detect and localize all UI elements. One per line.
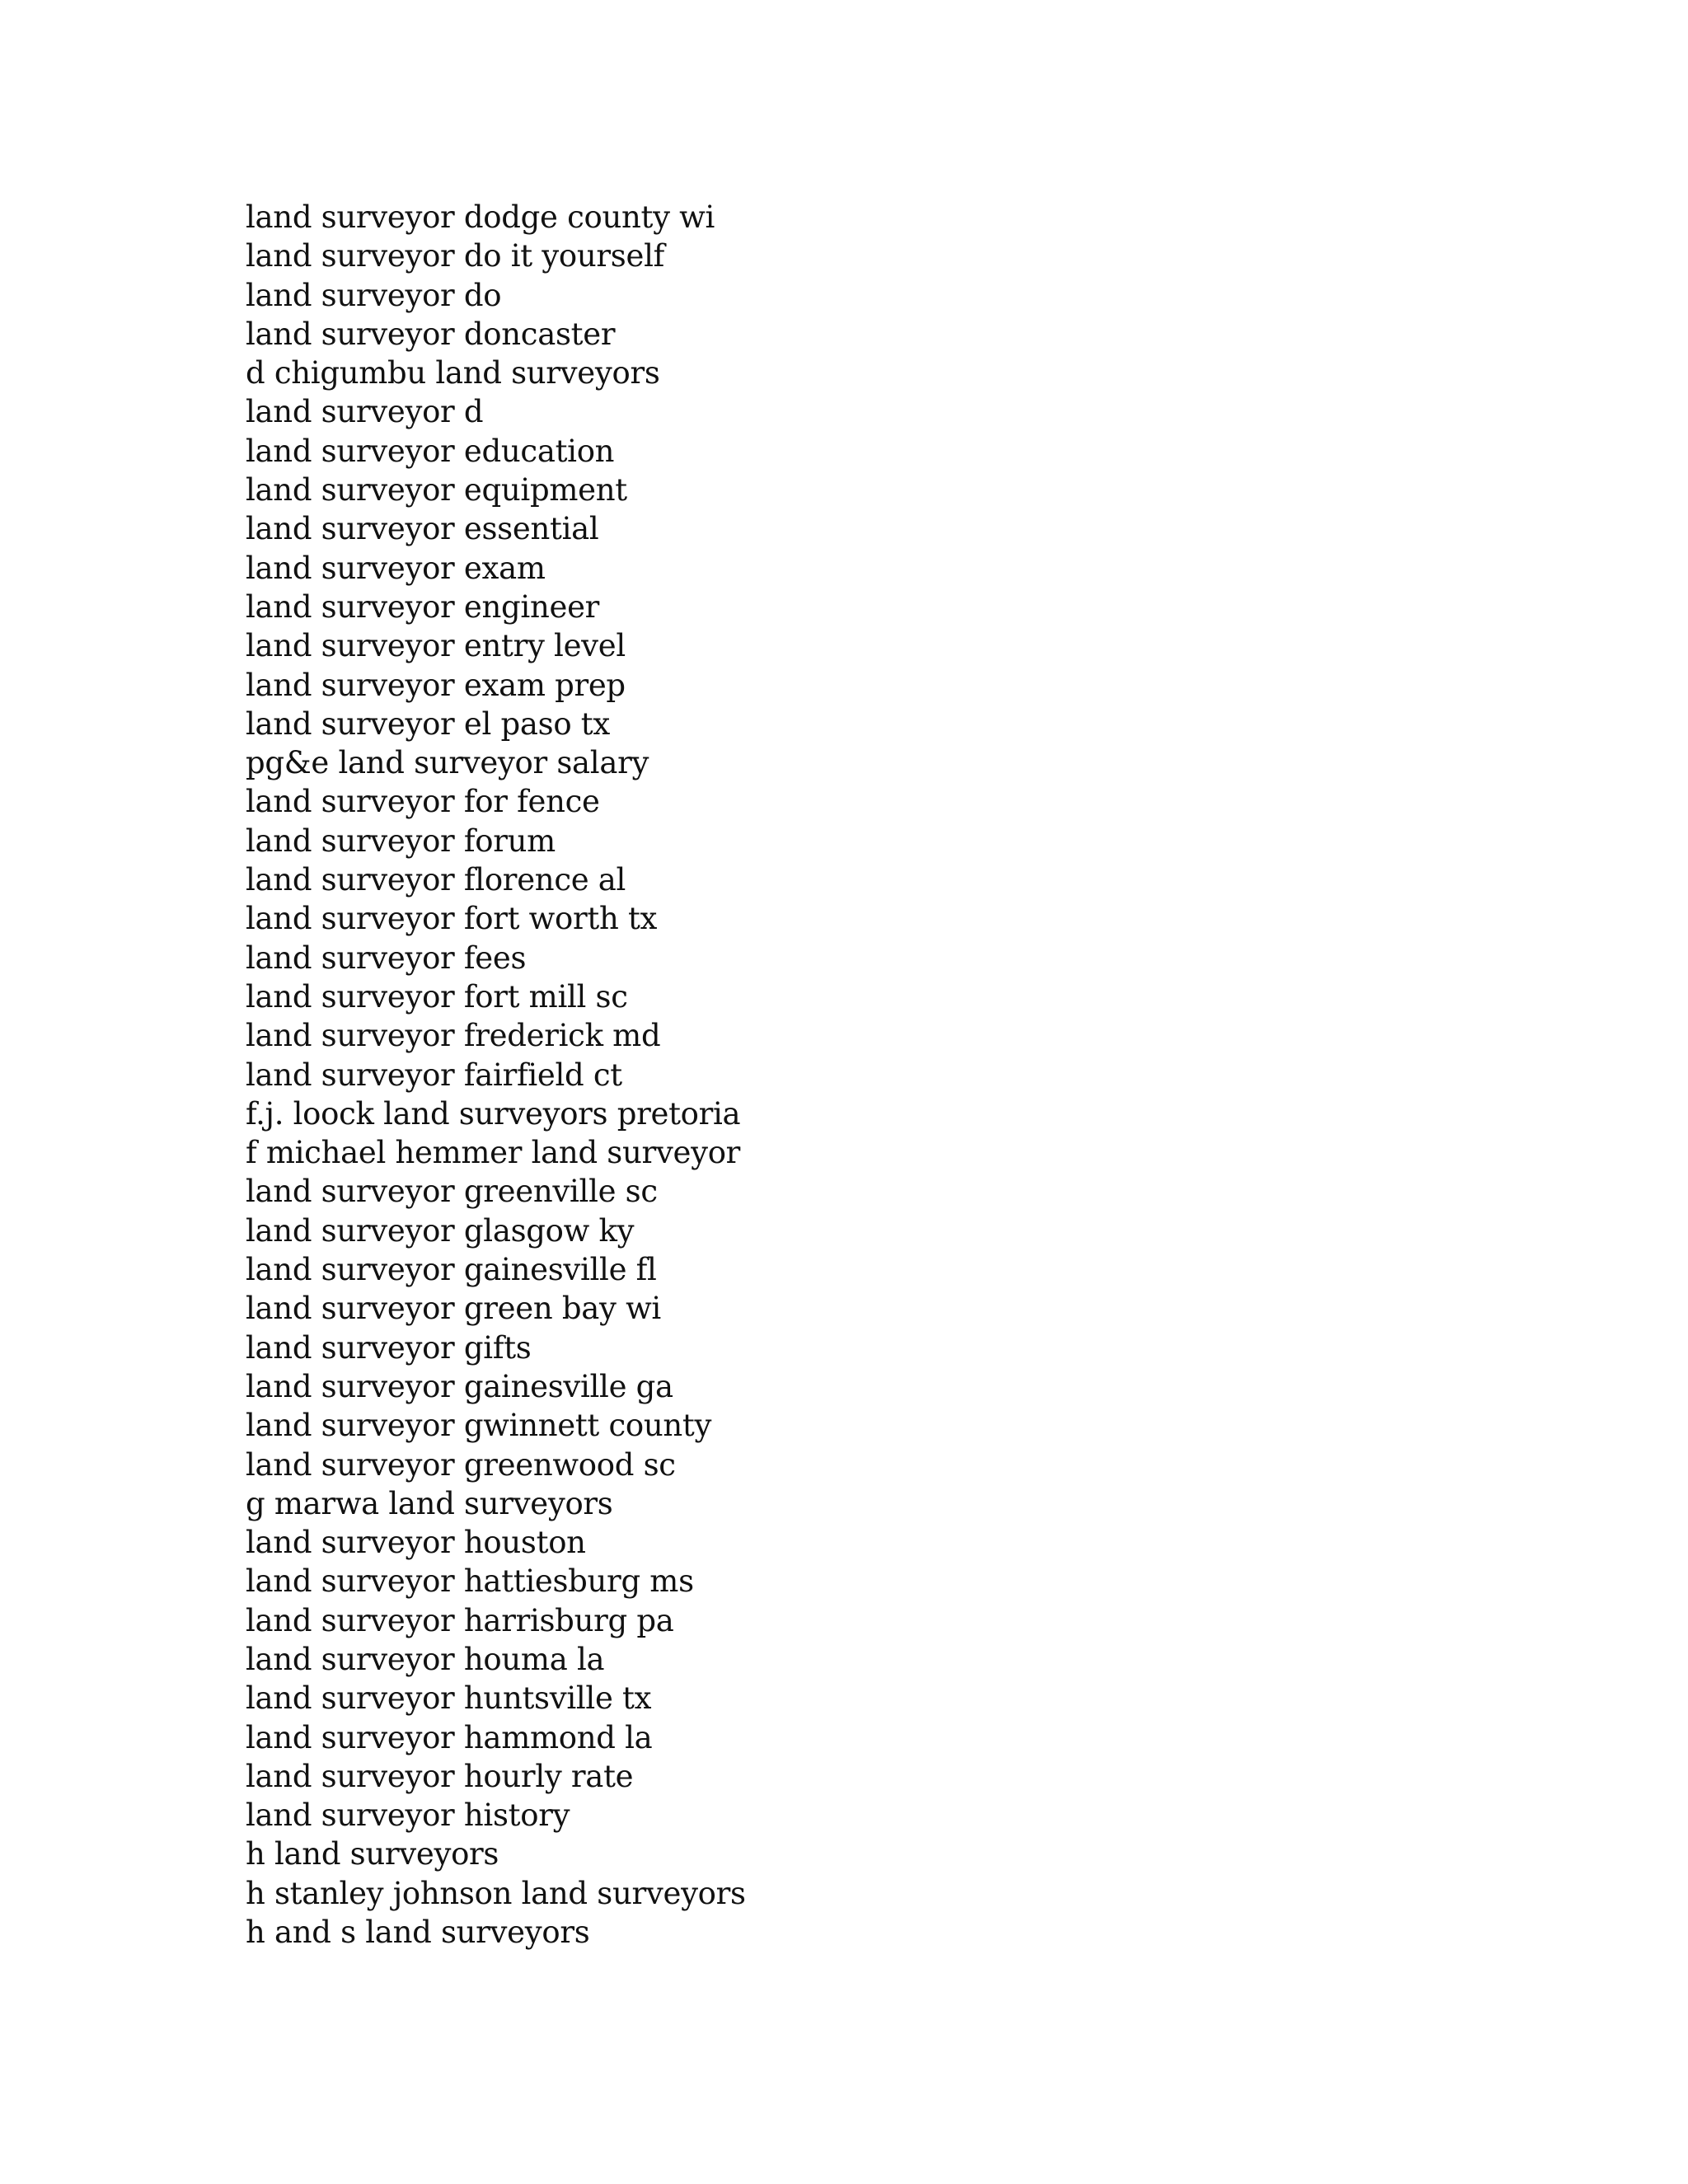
text-line: land surveyor gainesville ga	[246, 1368, 673, 1404]
text-line: land surveyor do it yourself	[246, 238, 664, 274]
text-line: land surveyor gainesville fl	[246, 1252, 657, 1288]
text-line: land surveyor engineer	[246, 588, 600, 625]
text-line: land surveyor frederick md	[246, 1018, 661, 1054]
text-line: h land surveyors	[246, 1836, 499, 1872]
text-line: land surveyor do	[246, 277, 502, 313]
text-line: g marwa land surveyors	[246, 1485, 613, 1521]
text-line: land surveyor greenwood sc	[246, 1446, 676, 1483]
text-line: pg&e land surveyor salary	[246, 745, 649, 781]
text-line: land surveyor entry level	[246, 628, 626, 664]
text-line: land surveyor fairfield ct	[246, 1057, 622, 1093]
text-line: land surveyor history	[246, 1797, 570, 1834]
text-line: d chigumbu land surveyors	[246, 355, 660, 391]
text-line: land surveyor florence al	[246, 862, 626, 898]
text-line: land surveyor essential	[246, 511, 599, 547]
text-line: f michael hemmer land surveyor	[246, 1135, 741, 1171]
text-line: h and s land surveyors	[246, 1915, 590, 1951]
text-line: land surveyor equipment	[246, 472, 627, 509]
text-line: land surveyor education	[246, 433, 615, 469]
text-lines	[246, 198, 1482, 1952]
text-line: land surveyor hammond la	[246, 1719, 653, 1755]
text-line: land surveyor for fence	[246, 784, 600, 820]
text-line: land surveyor gifts	[246, 1329, 532, 1366]
text-line: land surveyor fees	[246, 940, 527, 976]
text-line: land surveyor houma la	[246, 1641, 605, 1677]
text-line: land surveyor huntsville tx	[246, 1680, 652, 1717]
text-line: land surveyor hourly rate	[246, 1758, 634, 1794]
text-line: land surveyor doncaster	[246, 316, 616, 352]
text-line: land surveyor dodge county wi	[246, 199, 715, 235]
text-line: land surveyor hattiesburg ms	[246, 1563, 694, 1600]
text-line: land surveyor green bay wi	[246, 1291, 661, 1327]
text-line: f.j. loock land surveyors pretoria	[246, 1095, 741, 1132]
text-line: land surveyor glasgow ky	[246, 1212, 635, 1249]
text-line: land surveyor fort worth tx	[246, 901, 658, 937]
text-line: land surveyor forum	[246, 823, 556, 859]
text-line: land surveyor gwinnett county	[246, 1408, 712, 1444]
text-line: land surveyor houston	[246, 1525, 586, 1561]
text-line: land surveyor d	[246, 394, 484, 430]
text-line: land surveyor el paso tx	[246, 705, 610, 742]
text-line: land surveyor exam prep	[246, 667, 626, 703]
text-line: h stanley johnson land surveyors	[246, 1875, 746, 1911]
text-line: land surveyor greenville sc	[246, 1174, 658, 1210]
text-line: land surveyor harrisburg pa	[246, 1602, 674, 1638]
text-line: land surveyor exam	[246, 550, 546, 586]
text-line: land surveyor fort mill sc	[246, 978, 628, 1015]
